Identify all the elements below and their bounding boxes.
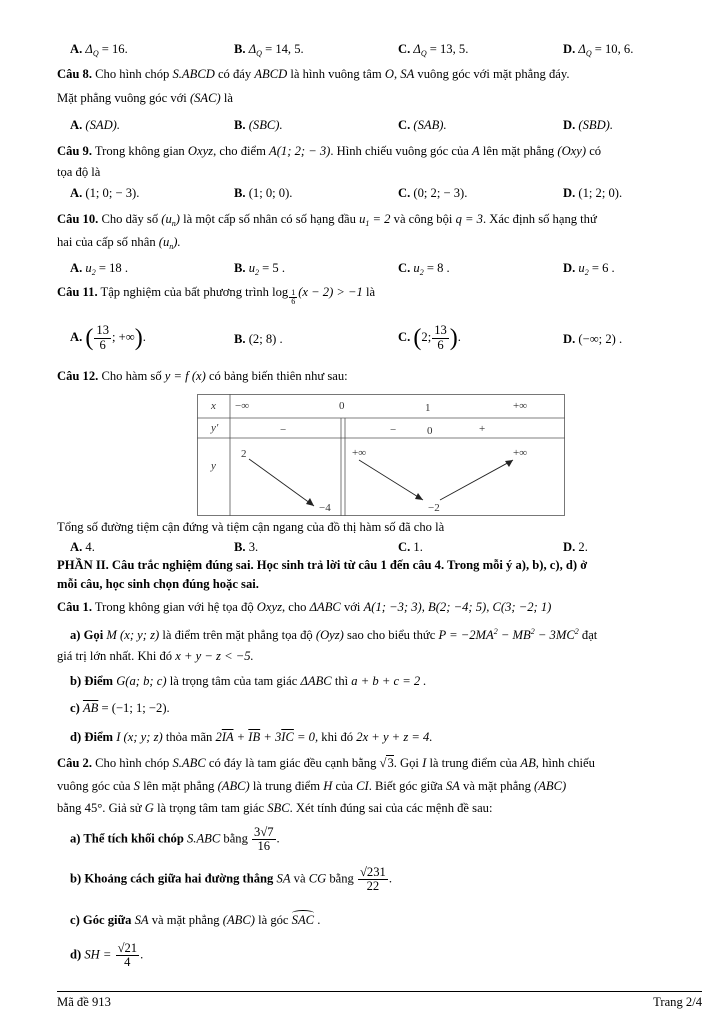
p2q2-a: a) Thể tích khối chóp S.ABC bằng $\frac{3√7}{16}$ .	[70, 825, 280, 854]
question-label: Câu 1.	[57, 600, 92, 614]
footer-page-number: Trang 2/4	[653, 995, 702, 1009]
p2q1-a-line2: giá trị lớn nhất. Khi đó x + y − z < −5.	[57, 649, 254, 663]
table-x-value: −∞	[235, 400, 250, 412]
option-b-value: = 14, 5.	[265, 42, 304, 56]
option-b-label: B.	[234, 42, 246, 56]
question-label: Câu 11.	[57, 285, 98, 299]
p2q1-a-line1: a) Gọi M (x; y; z) là điểm trên mặt phẳng tọa độ (Oyz) sao cho biểu thức $P = -2MA^2 - MB^2 - 3MC^2$ đạt	[70, 627, 598, 642]
q9-line1: Câu 9. Trong không gian Oxyz, cho điểm A(1; 2; − 3). Hình chiếu vuông góc của A lên mặt phẳng (Oxy) có	[57, 144, 602, 158]
p2q1-d: d) Điểm I (x; y; z) thỏa mãn $2\overline{IA} + \overline{IB} + 3\overline{IC} = 0$, khi đó 2x + y + z = 4.	[70, 730, 433, 744]
table-yprime-value: −	[280, 424, 287, 436]
footer-rule	[57, 991, 702, 992]
p2q2-line1: Câu 2. Cho hình chóp S.ABC có đáy là tam giác đều cạnh bằng √3. Gọi I là trung điểm của AB, hình chiếu	[57, 756, 595, 770]
p2q1-stem: Câu 1. Trong không gian với hệ tọa độ Oxyz, cho ΔABC với A(1; −3; 3), B(2; −4; 5), C(3; −2; 1)	[57, 600, 552, 614]
p2q2-b: b) Khoảng cách giữa hai đường thẳng SA và CG bằng $\frac{√231}{22}$ .	[70, 865, 392, 894]
option-d-value: = 10, 6.	[594, 42, 634, 56]
question-label: Câu 8.	[57, 67, 92, 81]
table-y-label: y	[211, 460, 216, 472]
exam-page: A. $\Delta_Q = 16$. B. $\Delta_Q = 14$, 5. C. $\Delta_Q = 13$, 5. D. $\Delta_Q = 10$, 6. Câu 8. Cho hình chóp S.ABCD có đáy ABCD là hình vuông tâm O, SA vuông góc với mặt phẳng đáy. Mặt phẳng vuông góc với (SAC) là A. (SAD). B. (SBC). C. (SAB). D. (SBD). Câu 9. Trong không gian Oxyz, cho điểm A(1; 2; − 3). Hình chiếu vuông góc của A lên mặt phẳng (Oxy) có tọa độ là A. (1; 0; − 3). B. (1; 0; 0). C. (0; 2; − 3). D. (1; 2; 0). Câu 10. Cho dãy số $(u_n)$ là một cấp số nhân có số hạng đầu $u_1 = 2$ và công bội q = 3. Xác định số hạng thứ hai của cấp số nhân $(u_n)$. A. $u_2 = 18$ . B. $u_2 = 5$ . C. $u_2 = 8$ . D. $u_2 = 6$ . Câu 11. Tập nghiệm của bất phương trình log $\frac{1}{6}$ (x − 2) > −1 là A. ( $\frac{13}{6}$ ; +∞). B. (2; 8) . C. (2; $\frac{13}{6}$ ). D. (−∞; 2) . Câu 12. Cho hàm số y = f (x) có bảng biến thiên như sau: x −∞ 0 1 +∞ y′ − − 0 + y 2 −4 +∞ −2 +∞ Tổng số đường tiệm cận đứng và tiệm cận ngang của đồ thị hàm số đã cho là A. 4. B. 3. C. 1. D. 2. PHẦN II. Câu trắc nghiệm đúng sai. Học sinh trả lời từ câu 1 đến câu 4. Trong mỗi ý a), b), c), d) ở mỗi câu, học sinh chọn đúng hoặc sai. Câu 1. Trong không gian với hệ tọa độ Oxyz, cho ΔABC với A(1; −3; 3), B(2; −4; 5), C(3; −2; 1) a) Gọi M (x; y; z) là điểm trên mặt phẳng tọa độ (Oyz) sao cho biểu thức $P = -2MA^2 - MB^2 - 3MC^2$ đạt giá trị lớn nhất. Khi đó x + y − z < −5. b) Điểm G(a; b; c) là trọng tâm của tam giác ΔABC thì a + b + c = 2 . c) $\overline{AB} = (-1$; 1; −2). d) Điểm I (x; y; z) thỏa mãn $2\overline{IA} + \overline{IB} + 3\overline{IC} = 0$, khi đó 2x + y + z = 4. Câu 2. Cho hình chóp S.ABC có đáy là tam giác đều cạnh bằng √3. Gọi I là trung điểm của AB, hình chiếu vuông góc của S lên mặt phẳng (ABC) là trung điểm H của CI. Biết góc giữa SA và mặt phẳng (ABC) bằng 45°. Giả sử G là trọng tâm tam giác SBC. Xét tính đúng sai của các mệnh đề sau: a) Thể tích khối chóp S.ABC bằng $\frac{3√7}{16}$ . b) Khoảng cách giữa hai đường thẳng SA và CG bằng $\frac{√231}{22}$ . c) Góc giữa SA và mặt phẳng (ABC) là góc SAC . d) SH = $\frac{√21}{4}$ . Mã đề 913 Trang 2/4	[57, 42, 702, 1009]
p2q2-d: d) SH = $\frac{√21}{4}$ .	[70, 941, 144, 970]
p2q2-line2: vuông góc của S lên mặt phẳng (ABC) là trung điểm H của CI. Biết góc giữa SA và mặt phẳng (ABC)	[57, 779, 567, 793]
q8-line1: Câu 8. Cho hình chóp S.ABCD có đáy ABCD là hình vuông tâm O, SA vuông góc với mặt phẳng đáy.	[57, 67, 570, 81]
question-label: Câu 10.	[57, 212, 99, 226]
option-a-value: = 16.	[101, 42, 128, 56]
footer-exam-code: Mã đề 913	[57, 995, 111, 1009]
q11-line1: Câu 11. Tập nghiệm của bất phương trình log $\frac{1}{6}$ (x − 2) > −1 là	[57, 285, 376, 306]
q10-line2: hai của cấp số nhân $(u_n)$.	[57, 235, 181, 251]
table-y-value: −4	[319, 502, 331, 514]
table-yprime-label: y′	[211, 422, 219, 434]
question-label: Câu 2.	[57, 756, 92, 770]
option-c-label: C.	[398, 42, 411, 56]
option-c-value: = 13, 5.	[429, 42, 469, 56]
table-y-value: +∞	[352, 447, 367, 459]
table-x-value: 1	[425, 402, 431, 414]
question-label: Câu 9.	[57, 144, 92, 158]
table-yprime-value: 0	[427, 425, 433, 437]
part2-heading-line2: mỗi câu, học sinh chọn đúng hoặc sai.	[57, 577, 259, 591]
q9-line2: tọa độ là	[57, 165, 101, 179]
question-label: Câu 12.	[57, 369, 99, 383]
table-y-value: 2	[241, 448, 247, 460]
table-x-label: x	[211, 400, 216, 412]
table-yprime-value: −	[390, 424, 397, 436]
p2q2-c: c) Góc giữa SA và mặt phẳng (ABC) là góc SAC .	[70, 913, 321, 927]
q8-line2: Mặt phẳng vuông góc với (SAC) là	[57, 91, 233, 105]
p2q1-c: c) $\overline{AB} = (-1$; 1; −2).	[70, 701, 170, 715]
q12-after: Tổng số đường tiệm cận đứng và tiệm cận ngang của đồ thị hàm số đã cho là	[57, 520, 445, 534]
q12-line1: Câu 12. Cho hàm số y = f (x) có bảng biến thiên như sau:	[57, 369, 348, 383]
table-yprime-value: +	[479, 423, 486, 435]
q10-line1: Câu 10. Cho dãy số $(u_n)$ là một cấp số nhân có số hạng đầu $u_1 = 2$ và công bội q = 3. Xác định số hạng thứ	[57, 212, 597, 228]
variation-table-grid	[197, 394, 565, 516]
part2-heading-line1: PHẦN II. Câu trắc nghiệm đúng sai. Học sinh trả lời từ câu 1 đến câu 4. Trong mỗi ý a), b), c), d) ở	[57, 558, 588, 572]
table-x-value: 0	[339, 400, 345, 412]
table-y-value: −2	[428, 502, 440, 514]
table-y-value: +∞	[513, 447, 528, 459]
table-x-value: +∞	[513, 400, 528, 412]
option-a-label: A.	[70, 42, 83, 56]
variation-table	[197, 394, 565, 516]
p2q2-line3: bằng 45°. Giả sử G là trọng tâm tam giác SBC. Xét tính đúng sai của các mệnh đề sau:	[57, 801, 493, 815]
option-d-label: D.	[563, 42, 576, 56]
p2q1-b: b) Điểm G(a; b; c) là trọng tâm của tam giác ΔABC thì a + b + c = 2 .	[70, 674, 427, 688]
